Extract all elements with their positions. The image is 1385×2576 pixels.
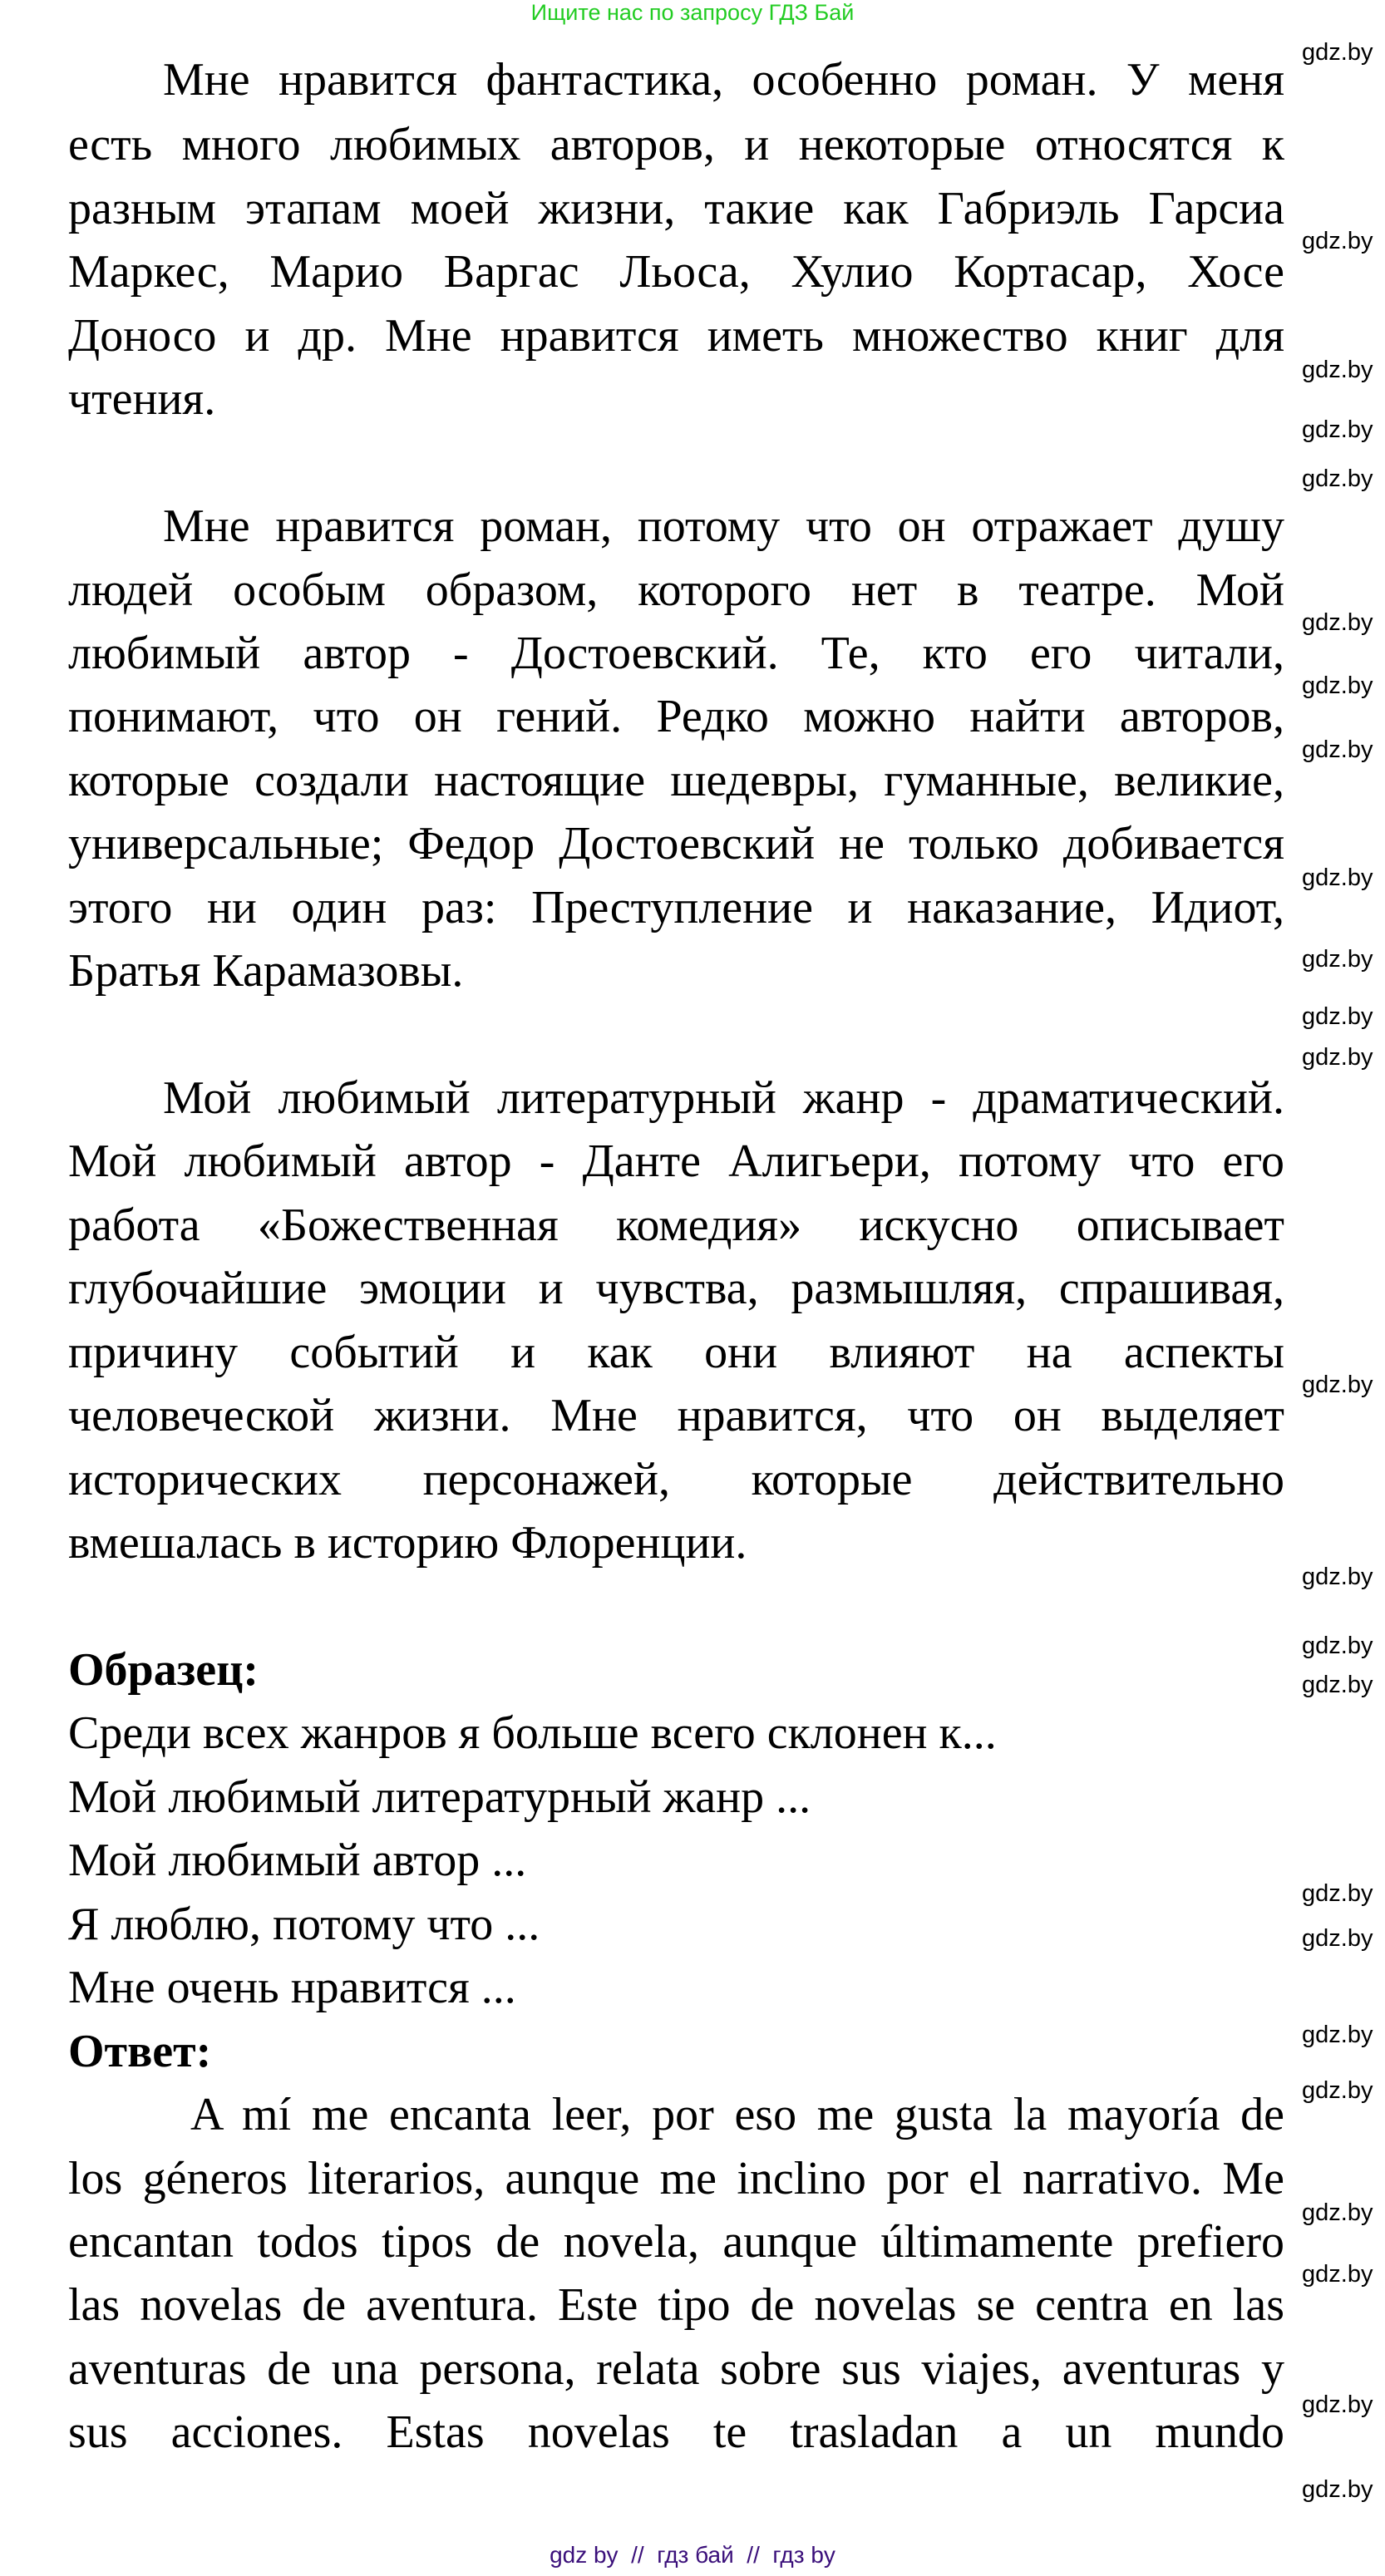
text-line: есть много любимых авторов, и некоторые относятся к — [68, 119, 1284, 170]
text-line: las novelas de aventura. Este tipo de novelas se centra en las — [68, 2279, 1284, 2331]
text-line: Мне нравится роман, потому что он отражает душу — [163, 500, 1284, 552]
watermark-text: gdz.by — [1302, 2261, 1373, 2288]
text-line: разным этапам моей жизни, такие как Габриэль Гарсиа — [68, 183, 1284, 234]
watermark-text: gdz.by — [1302, 465, 1373, 492]
footer: gdz by // гдз бай // гдз by — [550, 2542, 835, 2568]
text-line: Я люблю, потому что ... — [68, 1899, 540, 1950]
watermark-text: gdz.by — [1302, 2199, 1373, 2226]
text-line: Мне нравится фантастика, особенно роман. У меня — [163, 54, 1284, 106]
text-line: которые создали настоящие шедевры, гуманные, великие, — [68, 755, 1284, 806]
text-line: sus acciones. Estas novelas te trasladan a un mundo — [68, 2406, 1284, 2458]
watermark-text: gdz.by — [1302, 2022, 1373, 2048]
text-line: понимают, что он гений. Редко можно найти авторов, — [68, 691, 1284, 742]
watermark-text: gdz.by — [1302, 672, 1373, 699]
text-line: Доносо и др. Мне нравится иметь множество книг для — [68, 310, 1284, 362]
text-line: человеческой жизни. Мне нравится, что он выделяет — [68, 1390, 1284, 1441]
section-heading: Ответ: — [68, 2026, 212, 2077]
watermark-text: gdz.by — [1302, 609, 1373, 636]
top-banner: Ищите нас по запросу ГДЗ Бай — [530, 0, 855, 25]
text-line: Мой любимый литературный жанр - драматический. — [163, 1072, 1284, 1124]
text-line: Маркес, Марио Варгас Льоса, Хулио Кортасар, Хосе — [68, 246, 1284, 298]
text-line: Мой любимый автор - Данте Алигьери, потому что его — [68, 1135, 1284, 1187]
watermark-text: gdz.by — [1302, 1672, 1373, 1698]
text-line: этого ни один раз: Преступление и наказание, Идиот, — [68, 882, 1284, 933]
text-line: работа «Божественная комедия» искусно описывает — [68, 1199, 1284, 1251]
text-line: универсальные; Федор Достоевский не только добивается — [68, 818, 1284, 869]
watermark-text: gdz.by — [1302, 2077, 1373, 2104]
text-line: любимый автор - Достоевский. Те, кто его читали, — [68, 628, 1284, 679]
watermark-text: gdz.by — [1302, 416, 1373, 443]
text-line: глубочайшие эмоции и чувства, размышляя, спрашивая, — [68, 1263, 1284, 1314]
text-line: aventuras de una persona, relata sobre sus viajes, aventuras y — [68, 2343, 1284, 2395]
text-line: Среди всех жанров я больше всего склонен к... — [68, 1707, 997, 1759]
watermark-text: gdz.by — [1302, 1564, 1373, 1590]
watermark-text: gdz.by — [1302, 1003, 1373, 1030]
watermark-text: gdz.by — [1302, 1925, 1373, 1952]
watermark-text: gdz.by — [1302, 1880, 1373, 1907]
section-heading: Образец: — [68, 1644, 259, 1696]
watermark-text: gdz.by — [1302, 736, 1373, 763]
text-line: причину событий и как они влияют на аспекты — [68, 1327, 1284, 1378]
watermark-text: gdz.by — [1302, 39, 1373, 66]
text-line: вмешалась в историю Флоренции. — [68, 1517, 747, 1569]
text-line: A mí me encanta leer, por eso me gusta la mayoría de — [190, 2089, 1284, 2140]
text-line: чтения. — [68, 373, 216, 425]
text-line: los géneros literarios, aunque me inclino por el narrativo. Me — [68, 2153, 1284, 2204]
watermark-text: gdz.by — [1302, 946, 1373, 973]
watermark-text: gdz.by — [1302, 1372, 1373, 1398]
watermark-text: gdz.by — [1302, 2391, 1373, 2418]
text-line: исторических персонажей, которые действительно — [68, 1454, 1284, 1505]
watermark-text: gdz.by — [1302, 864, 1373, 891]
text-line: encantan todos tipos de novela, aunque últimamente prefiero — [68, 2216, 1284, 2268]
watermark-text: gdz.by — [1302, 228, 1373, 254]
text-line: Мой любимый литературный жанр ... — [68, 1771, 811, 1823]
text-line: Братья Карамазовы. — [68, 945, 464, 997]
watermark-text: gdz.by — [1302, 357, 1373, 383]
text-line: Мой любимый автор ... — [68, 1835, 527, 1886]
text-line: Мне очень нравится ... — [68, 1962, 516, 2013]
watermark-text: gdz.by — [1302, 2476, 1373, 2503]
watermark-text: gdz.by — [1302, 1044, 1373, 1071]
watermark-text: gdz.by — [1302, 1633, 1373, 1659]
text-line: людей особым образом, которого нет в театре. Мой — [68, 564, 1284, 616]
